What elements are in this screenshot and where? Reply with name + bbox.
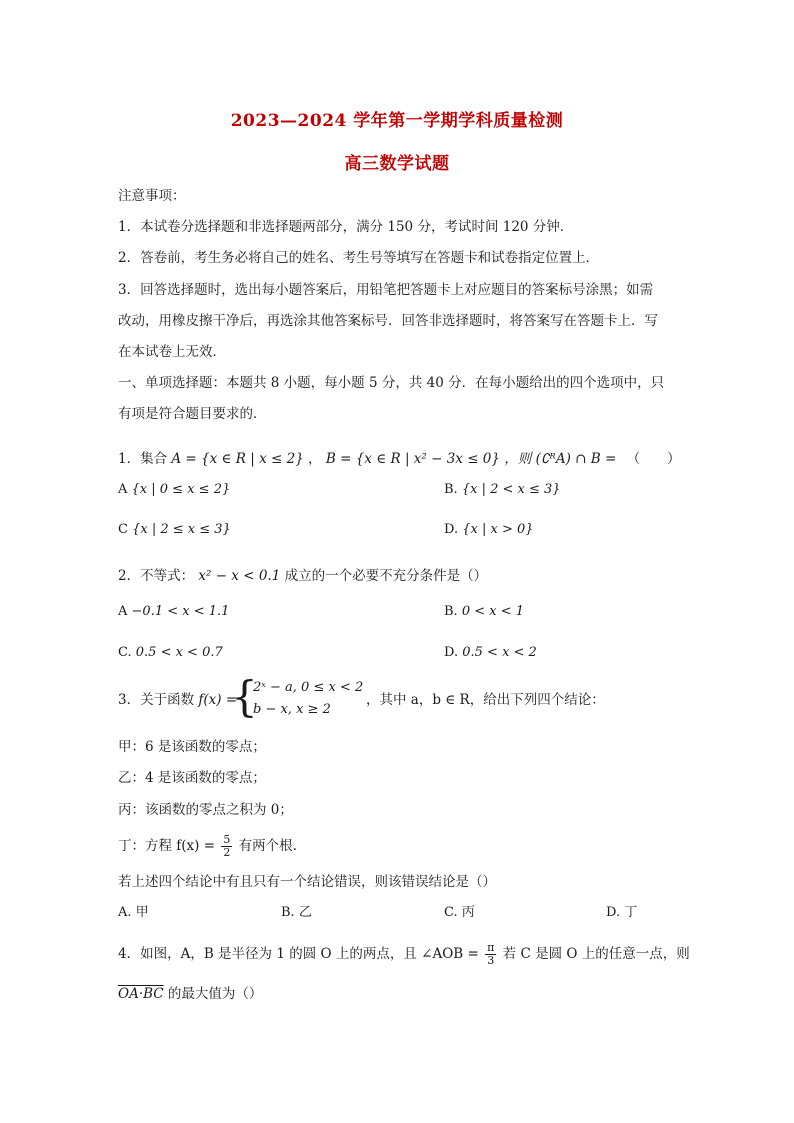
q1-option-b	[444, 480, 561, 500]
option-label: A	[118, 604, 128, 619]
statement-ding	[118, 834, 297, 859]
notice-item-2: 2．答卷前，考生务必将自己的姓名、考生号等填写在答题卡和试卷指定位置上．	[118, 250, 600, 266]
answer-paren: （ ）	[626, 451, 681, 467]
piecewise-brace: {	[231, 672, 258, 721]
question-2-suffix: 成立的一个必要不充分条件是（）	[284, 568, 488, 584]
fraction-five-halves	[221, 834, 232, 859]
exam-subtitle: 高三数学试题	[344, 154, 450, 174]
fraction-denominator: 3	[487, 954, 495, 967]
statement-yi: 乙：4 是该函数的零点；	[118, 770, 266, 786]
option-value: −0.1 < x < 1.1	[131, 604, 230, 619]
set-a-definition: A = {x ∈ R | x ≤ 2}	[171, 451, 304, 467]
q3-option-a: A. 甲	[118, 905, 149, 920]
question-3-prefix-line	[118, 690, 237, 710]
exam-title: 2023—2024 学年第一学期学科质量检测	[230, 111, 564, 131]
question-4-post: 若 C 是圆 O 上的任意一点，则	[502, 946, 690, 962]
option-value: {x | 2 < x ≤ 3}	[461, 482, 561, 497]
q1-option-c	[118, 520, 231, 540]
question-2-prefix: 2．不等式：	[118, 568, 195, 584]
q2-option-b	[444, 602, 524, 622]
option-label: C	[118, 522, 128, 537]
option-label: D.	[444, 522, 459, 537]
piecewise-case-2: b − x, x ≥ 2	[253, 702, 331, 717]
option-value: {x | 2 ≤ x ≤ 3}	[132, 522, 231, 537]
vector-expression: OA·BC	[118, 986, 164, 1002]
statement-bing: 丙：该函数的零点之积为 0；	[118, 802, 293, 818]
option-value: {x | x > 0}	[462, 522, 534, 537]
q3-option-c: C. 丙	[444, 905, 475, 920]
inequality: x² − x < 0.1	[198, 568, 281, 584]
fraction-numerator: π	[487, 941, 495, 954]
fraction-numerator: 5	[223, 833, 231, 846]
question-1-separator: ，	[308, 451, 322, 467]
q2-option-c	[118, 643, 223, 663]
question-1-prefix: 1．集合	[118, 451, 168, 467]
option-value: 0.5 < x < 0.7	[135, 645, 223, 660]
q2-option-a	[118, 602, 229, 622]
notice-item-3-line-3: 在本试卷上无效．	[118, 344, 226, 360]
question-4-line-2	[118, 984, 262, 1004]
question-2-stem	[118, 566, 487, 586]
option-label: A	[118, 482, 128, 497]
option-value: {x | 0 ≤ x ≤ 2}	[131, 482, 231, 497]
option-label: B.	[444, 604, 458, 619]
question-3-prefix: 3．关于函数	[118, 692, 195, 708]
set-b-definition: B = {x ∈ R | x² − 3x ≤ 0}	[325, 451, 500, 467]
function-name: f(x) =	[198, 692, 238, 708]
notice-heading: 注意事项：	[118, 188, 186, 204]
question-1-stem	[118, 449, 681, 469]
q1-option-a	[118, 480, 230, 500]
question-3-suffix: ，其中 a，b ∈ R，给出下列四个结论：	[366, 692, 605, 708]
fraction-denominator: 2	[223, 846, 231, 859]
statement-ding-pre: 丁：方程 f(x) =	[118, 838, 216, 854]
question-4-line-1	[118, 942, 690, 967]
question-3-ask: 若上述四个结论中有且只有一个结论错误，则该错误结论是（）	[118, 874, 496, 890]
q3-option-b: B. 乙	[281, 905, 312, 920]
option-label: D.	[444, 645, 459, 660]
piecewise-function	[231, 672, 364, 724]
fraction-pi-over-three	[485, 942, 496, 967]
notice-item-3-line-2: 改动，用橡皮擦干净后，再选涂其他答案标号．回答非选择题时，将答案写在答题卡上．写	[118, 313, 658, 329]
question-4-pre: 4．如图，A，B 是半径为 1 的圆 O 上的两点，且 ∠AOB =	[118, 946, 479, 962]
option-value: 0 < x < 1	[461, 604, 525, 619]
option-label: B.	[444, 482, 458, 497]
statement-ding-post: 有两个根.	[238, 838, 297, 854]
notice-item-3-line-1: 3．回答选择题时，选出每小题答案后，用铅笔把答题卡上对应题目的答案标号涂黑；如需	[118, 282, 654, 298]
section-intro-line-2: 有项是符合题目要求的．	[118, 406, 267, 422]
piecewise-case-1: 2ˣ − a, 0 ≤ x < 2	[253, 680, 364, 695]
q2-option-d	[444, 643, 537, 663]
option-value: 0.5 < x < 2	[462, 645, 537, 660]
q3-option-d: D. 丁	[606, 905, 638, 920]
section-intro-line-1: 一、单项选择题：本题共 8 小题，每小题 5 分，共 40 分．在每小题给出的四个选项中，只	[118, 375, 665, 391]
statement-jia: 甲：6 是该函数的零点；	[118, 739, 266, 755]
question-1-ask: ，则 (∁ᴿA) ∩ B =	[504, 451, 617, 467]
question-4-line-2-post: 的最大值为（）	[167, 986, 263, 1002]
q1-option-d	[444, 520, 534, 540]
option-label: C.	[118, 645, 132, 660]
notice-item-1: 1．本试卷分选择题和非选择题两部分，满分 150 分，考试时间 120 分钟．	[118, 219, 574, 235]
